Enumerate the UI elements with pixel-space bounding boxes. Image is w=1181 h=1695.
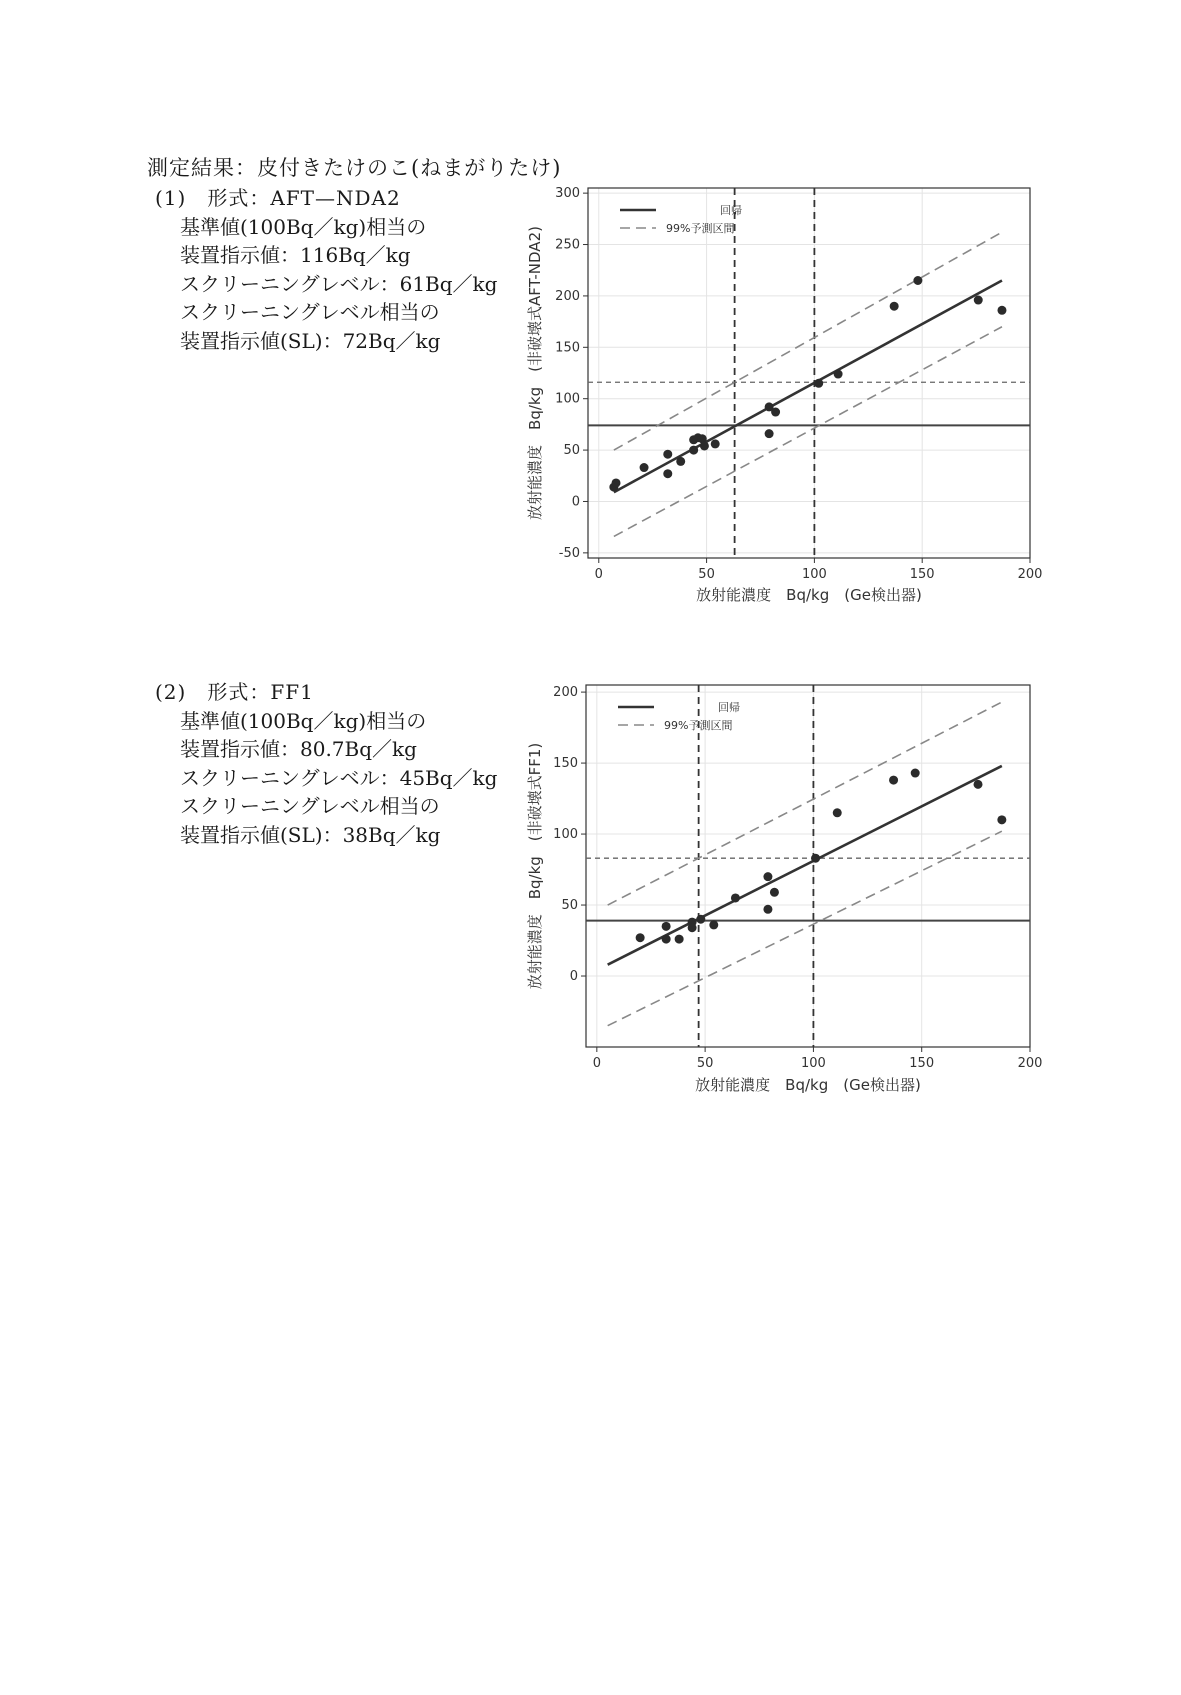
prediction-interval-lower bbox=[614, 327, 1002, 537]
data-point bbox=[913, 276, 922, 285]
data-point bbox=[889, 776, 898, 785]
x-tick-label: 100 bbox=[801, 567, 827, 582]
x-tick-label: 150 bbox=[909, 1056, 935, 1071]
data-point bbox=[711, 439, 720, 448]
y-tick-label: 50 bbox=[563, 443, 580, 459]
x-tick-label: 0 bbox=[594, 567, 603, 582]
spec-block-1 bbox=[155, 184, 497, 355]
x-tick-label: 0 bbox=[592, 1056, 601, 1071]
spec-line: 装置指示値(SL)：72Bq／kg bbox=[180, 328, 441, 353]
spec-line: スクリーニングレベル：45Bq／kg bbox=[180, 765, 498, 790]
regression-line bbox=[614, 281, 1002, 493]
data-point bbox=[765, 429, 774, 438]
legend-label-regression: 回帰 bbox=[718, 701, 740, 714]
spec-header: (1) 形式：AFT—NDA2 bbox=[155, 186, 401, 210]
chart-ff1-svg bbox=[526, 677, 1043, 1097]
spec-line: 装置指示値(SL)：38Bq／kg bbox=[180, 822, 441, 847]
data-point bbox=[688, 923, 697, 932]
spec-line: スクリーニングレベル相当の bbox=[180, 300, 440, 324]
data-point bbox=[974, 296, 983, 305]
data-point bbox=[890, 302, 899, 311]
prediction-interval-upper bbox=[614, 232, 1002, 450]
plot-frame bbox=[586, 685, 1030, 1047]
data-point bbox=[731, 893, 740, 902]
data-point bbox=[997, 306, 1006, 315]
data-point bbox=[696, 915, 705, 924]
y-tick-label: 50 bbox=[561, 898, 578, 914]
data-point bbox=[662, 922, 671, 931]
x-tick-label: 50 bbox=[698, 567, 715, 582]
x-axis-label: 放射能濃度 Bq/kg (Ge検出器) bbox=[695, 1076, 921, 1094]
spec-line: 装置指示値：80.7Bq／kg bbox=[180, 737, 417, 761]
x-tick-label: 200 bbox=[1017, 1056, 1043, 1071]
data-point bbox=[709, 920, 718, 929]
x-tick-label: 150 bbox=[909, 567, 935, 582]
x-tick-label: 200 bbox=[1017, 567, 1043, 582]
spec-header: (2) 形式：FF1 bbox=[155, 680, 314, 704]
legend-label-prediction: 99%予測区間 bbox=[664, 719, 733, 732]
x-tick-label: 50 bbox=[696, 1056, 714, 1071]
y-tick-label: 0 bbox=[571, 494, 580, 510]
chart-ff1 bbox=[526, 677, 1043, 1097]
data-point bbox=[814, 379, 823, 388]
x-tick-label: 100 bbox=[801, 1056, 826, 1071]
chart-aft-nda2-svg bbox=[526, 180, 1043, 608]
data-point bbox=[612, 478, 621, 487]
data-point bbox=[640, 463, 649, 472]
data-point bbox=[636, 933, 645, 942]
spec-line: スクリーニングレベル相当の bbox=[180, 794, 440, 818]
data-point bbox=[771, 408, 780, 417]
data-point bbox=[663, 469, 672, 478]
plot-frame bbox=[588, 188, 1030, 558]
data-point bbox=[833, 808, 842, 817]
data-point bbox=[663, 450, 672, 459]
y-tick-label: 200 bbox=[553, 685, 578, 701]
y-tick-label: 100 bbox=[555, 391, 580, 407]
y-tick-label: 300 bbox=[555, 186, 580, 202]
data-point bbox=[689, 446, 698, 455]
y-tick-label: 250 bbox=[555, 237, 580, 253]
data-point bbox=[700, 441, 709, 450]
y-axis-label: 放射能濃度 Bq/kg (非破壊式AFT-NDA2) bbox=[526, 226, 544, 520]
data-point bbox=[675, 935, 684, 944]
spec-line: スクリーニングレベル：61Bq／kg bbox=[180, 271, 498, 296]
data-point bbox=[974, 780, 983, 789]
spec-line: 基準値(100Bq／kg)相当の bbox=[180, 708, 427, 733]
data-point bbox=[834, 370, 843, 379]
y-tick-label: 100 bbox=[553, 827, 578, 843]
data-point bbox=[763, 872, 772, 881]
y-tick-label: 150 bbox=[553, 756, 578, 772]
document-title: 測定結果：皮付きたけのこ(ねまがりたけ) bbox=[147, 156, 562, 180]
data-point bbox=[811, 854, 820, 863]
data-point bbox=[662, 935, 671, 944]
y-tick-label: -50 bbox=[558, 545, 580, 561]
y-tick-label: 200 bbox=[555, 288, 580, 304]
data-point bbox=[763, 905, 772, 914]
x-axis-label: 放射能濃度 Bq/kg (Ge検出器) bbox=[696, 586, 922, 604]
data-point bbox=[676, 457, 685, 466]
y-tick-label: 0 bbox=[569, 969, 578, 985]
spec-line: 基準値(100Bq／kg)相当の bbox=[180, 214, 427, 239]
spec-line: 装置指示値：116Bq／kg bbox=[180, 243, 411, 267]
data-point bbox=[997, 815, 1006, 824]
legend-label-prediction: 99%予測区間 bbox=[666, 222, 735, 235]
chart-aft-nda2 bbox=[526, 180, 1043, 608]
prediction-interval-upper bbox=[608, 702, 1002, 905]
y-tick-label: 150 bbox=[555, 340, 580, 356]
spec-block-2 bbox=[155, 678, 497, 849]
data-point bbox=[911, 769, 920, 778]
legend-label-regression: 回帰 bbox=[720, 204, 742, 217]
y-axis-label: 放射能濃度 Bq/kg (非破壊式FF1) bbox=[526, 742, 544, 990]
data-point bbox=[770, 888, 779, 897]
